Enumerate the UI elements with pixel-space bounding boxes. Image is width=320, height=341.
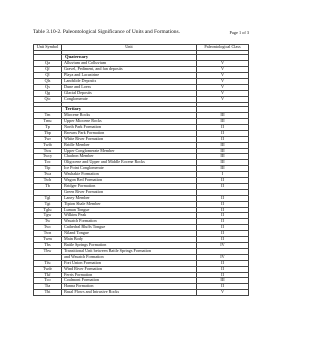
unit-name-cell: Glacial Deposits [62, 90, 197, 96]
unit-name-cell: Coalmont Formation [62, 278, 197, 284]
unit-symbol-cell: Twib [34, 142, 62, 148]
unit-name-cell: Alluvium and Colluvium [62, 61, 197, 67]
paleo-class-cell: I [197, 172, 249, 178]
paleo-class-cell: V [197, 290, 249, 296]
paleontological-significance-table [33, 44, 249, 296]
section-name: Quaternary [62, 55, 197, 61]
unit-name-cell: North Park Formation [62, 124, 197, 130]
unit-symbol-cell: Twcy [34, 154, 62, 160]
unit-name-cell: Bridle Member [62, 142, 197, 148]
unit-symbol-cell: Qa [34, 61, 62, 67]
paleo-class-cell: IV [197, 243, 249, 249]
paleo-class-cell: II [197, 213, 249, 219]
paleo-class-cell: II [197, 225, 249, 231]
paleo-class-cell: V [197, 90, 249, 96]
unit-symbol-cell: Tbw [34, 248, 62, 254]
paleo-class-cell: II [197, 237, 249, 243]
section-name: Tertiary [62, 107, 197, 113]
paleo-class-cell: III [197, 166, 249, 172]
paleo-class-cell: II [197, 195, 249, 201]
paleo-class-cell: II [197, 284, 249, 290]
unit-symbol-cell: Twn [34, 231, 62, 237]
unit-symbol-cell: Tbs [34, 243, 62, 249]
paleo-class-cell: III [197, 148, 249, 154]
paleo-class-cell: V [197, 84, 249, 90]
paleo-class-cell: III [197, 160, 249, 166]
unit-name-cell: Transitional Unit between Battle Springs Formation [62, 248, 197, 254]
unit-name-cell: Hanna Formation [62, 284, 197, 290]
paleo-class-cell: V [197, 73, 249, 79]
column-header-paleontological-class: Paleontological Class [197, 45, 249, 51]
unit-name-cell: Dune and Loess [62, 84, 197, 90]
unit-symbol-cell: Tbp [34, 130, 62, 136]
unit-symbol-cell: Tglu [34, 207, 62, 213]
paleo-class-cell: IV [197, 254, 249, 260]
unit-symbol-cell: Tip [34, 166, 62, 172]
paleo-class-cell: II [197, 207, 249, 213]
unit-name-cell: and Wasatch Formation [62, 254, 197, 260]
unit-name-cell: Wilkins Peak [62, 213, 197, 219]
paleo-class-cell: V [197, 79, 249, 85]
unit-name-cell: Luman Tongue [62, 207, 197, 213]
paleo-class-cell: II [197, 130, 249, 136]
unit-symbol-cell: Tw [34, 219, 62, 225]
paleo-class-cell: III [197, 118, 249, 124]
unit-symbol-cell: Twr [34, 136, 62, 142]
paleo-class-cell: III [197, 113, 249, 119]
unit-name-cell: Browns Park Formation [62, 130, 197, 136]
unit-symbol-cell: Tm [34, 113, 62, 119]
unit-symbol-cell: Twc [34, 225, 62, 231]
unit-name-cell: Playa and Lacustrine [62, 73, 197, 79]
unit-name-cell: Oligocene and Upper and Middle Eocene Rocks [62, 160, 197, 166]
unit-name-cell: Tipton Shale Member [62, 201, 197, 207]
unit-name-cell: Gravel, Pediment, and fan deposits [62, 67, 197, 73]
column-header-unit-symbol: Unit Symbol [34, 45, 62, 51]
unit-symbol-cell: Tgl [34, 195, 62, 201]
unit-name-cell: Wind River Formation [62, 266, 197, 272]
unit-name-cell: Basal Flows and Intrusive Rocks [62, 290, 197, 296]
paleo-class-cell: II [197, 178, 249, 184]
paleo-class-cell: III [197, 154, 249, 160]
paleo-class-cell: II [197, 231, 249, 237]
unit-name-cell: Niland Tongue [62, 231, 197, 237]
unit-name-cell: Cathedral Bluffs Tongue [62, 225, 197, 231]
unit-symbol-cell: Ql [34, 73, 62, 79]
unit-name-cell: Laney Member [62, 195, 197, 201]
unit-symbol-cell: Qtc [34, 96, 62, 102]
unit-name-cell: Upper Miocene Rocks [62, 118, 197, 124]
paleo-class-cell: II [197, 124, 249, 130]
paleo-class-cell: III [197, 278, 249, 284]
page-number: Page 1 of 3 [229, 29, 249, 35]
unit-name-cell: Battle Springs Formation [62, 243, 197, 249]
unit-symbol-cell: Tgw [34, 213, 62, 219]
paleo-class-cell: V [197, 96, 249, 102]
unit-symbol-cell: Qf [34, 67, 62, 73]
unit-name-cell: Wasatch Formation [62, 219, 197, 225]
paleo-class-cell: II [197, 260, 249, 266]
table-row [34, 290, 249, 296]
unit-name-cell: Wagon Bed Formation [62, 178, 197, 184]
paleo-class-cell: II [197, 201, 249, 207]
page-header [33, 29, 249, 39]
unit-symbol-cell: Twa [34, 172, 62, 178]
unit-name-cell: Landslide Deposits [62, 79, 197, 85]
paleo-class-cell: III [197, 142, 249, 148]
table-title: Table 3.10-2. Paleontological Significance of Units and Formations. [33, 29, 180, 35]
unit-symbol-cell: Tgt [34, 201, 62, 207]
unit-symbol-cell: Qs [34, 84, 62, 90]
unit-symbol-cell: Twdr [34, 266, 62, 272]
unit-name-cell: Washakie Formation [62, 172, 197, 178]
paleo-class-cell: V [197, 61, 249, 67]
paleo-class-cell: II [197, 136, 249, 142]
unit-symbol-cell: Tb [34, 183, 62, 189]
unit-symbol-cell: Twm [34, 237, 62, 243]
paleo-class-cell: II [197, 266, 249, 272]
unit-name-cell: Bridger Formation [62, 183, 197, 189]
unit-name-cell: White River Formation [62, 136, 197, 142]
unit-name-cell: Main Body [62, 237, 197, 243]
unit-symbol-cell: Tta [34, 284, 62, 290]
unit-name-cell: Green River Formation [62, 189, 197, 195]
unit-name-cell: Chadron Member [62, 154, 197, 160]
unit-name-cell: Fort Union Formation [62, 260, 197, 266]
paleo-class-cell: II [197, 219, 249, 225]
table-body [34, 50, 249, 295]
unit-name-cell: Miocene Rocks [62, 113, 197, 119]
paleo-class-cell: II [197, 183, 249, 189]
unit-name-cell: Upper Conglomerate Member [62, 148, 197, 154]
unit-symbol-cell: Tmu [34, 118, 62, 124]
unit-symbol-cell: Tfu [34, 260, 62, 266]
paleo-class-cell: II [197, 272, 249, 278]
unit-symbol-cell: Tbi [34, 290, 62, 296]
paleo-class-cell: V [197, 67, 249, 73]
unit-name-cell: Ice Point Conglomerate [62, 166, 197, 172]
unit-symbol-cell: Tp [34, 124, 62, 130]
unit-symbol-cell: Twb [34, 178, 62, 184]
unit-symbol-cell: Tco [34, 278, 62, 284]
unit-name-cell: Conglomerate [62, 96, 197, 102]
unit-symbol-cell: Qls [34, 79, 62, 85]
column-header-unit: Unit [62, 45, 197, 51]
unit-name-cell: Ferris Formation [62, 272, 197, 278]
unit-symbol-cell: Tkf [34, 272, 62, 278]
unit-symbol-cell: Twu [34, 148, 62, 154]
unit-symbol-cell: Toc [34, 160, 62, 166]
unit-symbol-cell: Qg [34, 90, 62, 96]
